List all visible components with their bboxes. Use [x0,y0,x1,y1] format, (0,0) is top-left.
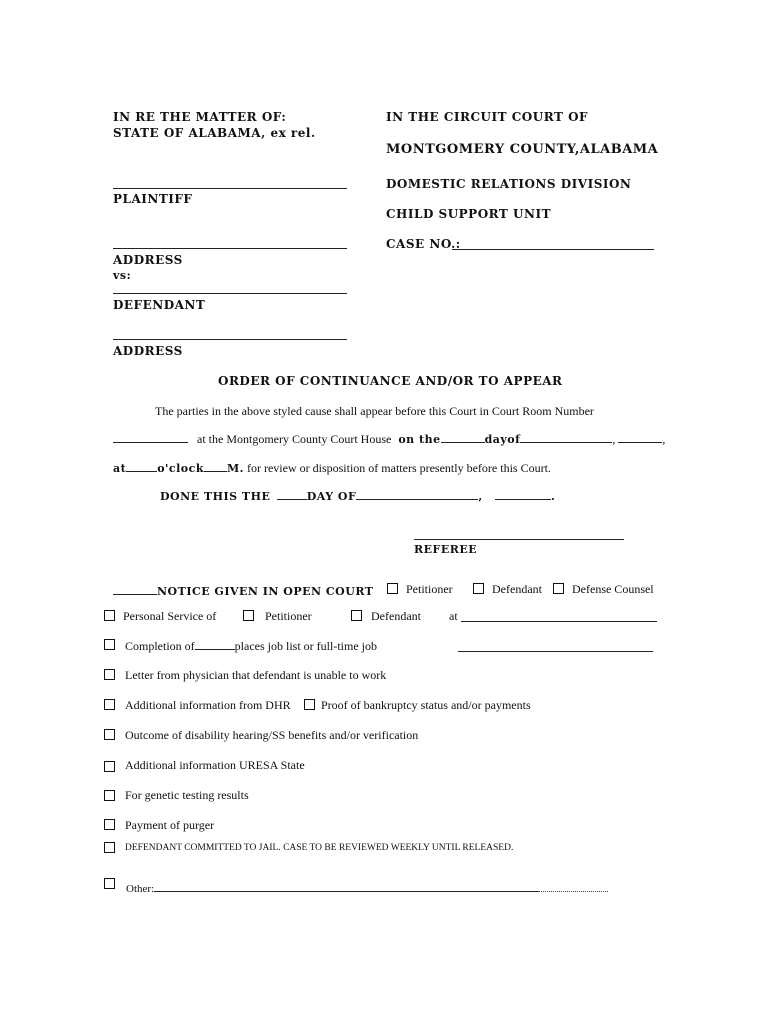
completion-extra-line[interactable] [458,651,653,652]
other-label: Other: [126,883,155,895]
address2-line[interactable] [113,339,347,340]
day-blank[interactable] [441,431,485,443]
plaintiff-line[interactable] [113,188,347,189]
job-count-blank[interactable] [195,638,235,650]
oclock-text: o'clock [157,462,204,475]
service-at-label: at [449,609,458,623]
completion-label: Completion of [125,639,195,653]
case-number-line[interactable] [452,249,654,250]
versus-label: vs: [113,269,132,282]
bankruptcy-checkbox[interactable] [304,699,315,710]
done-this-the-text: DONE THIS THE [160,490,271,503]
bankruptcy-label: Proof of bankruptcy status and/or payments [321,698,531,712]
at-text: at [113,462,127,475]
notice-blank[interactable] [113,583,157,595]
done-year-blank[interactable] [495,488,551,500]
month-blank[interactable] [520,431,612,443]
case-number-label: CASE NO.: [386,237,461,251]
m-text: M. [226,462,244,475]
division-heading: DOMESTIC RELATIONS DIVISION [386,177,632,191]
disability-checkbox[interactable] [104,729,115,740]
order-paragraph-1: The parties in the above styled cause shall appear before this Court in Court Room Number [155,404,594,418]
done-month-blank[interactable] [356,488,478,500]
defendant-label: DEFENDANT [113,298,206,312]
order-paragraph-2 [113,431,665,447]
personal-service-label: Personal Service of [123,609,217,623]
address2-label: ADDRESS [113,344,183,358]
notice-defense-counsel-checkbox[interactable] [553,583,564,594]
address1-line[interactable] [113,248,347,249]
dhr-label: Additional information from DHR [125,698,291,712]
matter-heading: IN RE THE MATTER OF: [113,110,287,124]
genetic-label: For genetic testing results [125,788,249,802]
notice-row [113,583,374,598]
order-title: ORDER OF CONTINUANCE AND/OR TO APPEAR [218,374,563,388]
order-paragraph-3 [113,460,551,476]
other-row [126,880,608,895]
room-number-blank[interactable] [113,431,188,443]
completion-job-label: places job list or full-time job [234,639,377,653]
done-day-blank[interactable] [277,488,307,500]
purger-label: Payment of purger [125,818,215,832]
plaintiff-label: PLAINTIFF [113,192,193,206]
referee-signature-line[interactable] [414,539,624,540]
court-heading: IN THE CIRCUIT COURT OF [386,110,589,124]
county-heading: MONTGOMERY COUNTY,ALABAMA [386,142,659,157]
year-blank[interactable] [618,431,662,443]
letter-checkbox[interactable] [104,669,115,680]
address1-label: ADDRESS [113,253,183,267]
letter-label: Letter from physician that defendant is unable to work [125,668,387,682]
jail-label: DEFENDANT COMMITTED TO JAIL. CASE TO BE REVIEWED WEEKLY UNTIL RELEASED. [125,843,514,853]
disability-label: Outcome of disability hearing/SS benefits and/or verification [125,728,419,742]
referee-label: REFEREE [414,543,478,556]
other-line[interactable] [154,880,538,892]
state-of-alabama: STATE OF ALABAMA, ex rel. [113,126,316,140]
defendant-line[interactable] [113,293,347,294]
genetic-checkbox[interactable] [104,790,115,801]
purger-checkbox[interactable] [104,819,115,830]
am-pm-blank[interactable] [204,460,227,472]
personal-service-checkbox[interactable] [104,610,115,621]
dayof-text: dayof [484,433,521,446]
hour-blank[interactable] [126,460,157,472]
comma: , [612,432,616,446]
notice-defense-counsel-label: Defense Counsel [572,582,654,596]
done-line: DONE THIS THE DAY OF , . [160,490,556,503]
review-text: for review or disposition of matters presently before this Court. [243,461,551,475]
service-defendant-label: Defendant [371,609,421,623]
uresa-checkbox[interactable] [104,761,115,772]
service-defendant-checkbox[interactable] [351,610,362,621]
notice-petitioner-label: Petitioner [406,582,453,596]
other-dotted-line [538,880,608,892]
service-address-line[interactable] [461,621,657,622]
notice-petitioner-checkbox[interactable] [387,583,398,594]
unit-heading: CHILD SUPPORT UNIT [386,207,551,221]
on-the-text: on the [398,433,441,446]
uresa-label: Additional information URESA State [125,758,305,772]
other-checkbox[interactable] [104,878,115,889]
dhr-checkbox[interactable] [104,699,115,710]
notice-label: NOTICE GIVEN IN OPEN COURT [157,585,374,598]
service-petitioner-label: Petitioner [265,609,312,623]
jail-checkbox[interactable] [104,842,115,853]
notice-defendant-checkbox[interactable] [473,583,484,594]
notice-defendant-label: Defendant [492,582,542,596]
day-of-text: DAY OF [306,490,357,503]
completion-checkbox[interactable] [104,639,115,650]
service-petitioner-checkbox[interactable] [243,610,254,621]
comma: , [662,432,666,446]
courthouse-text: at the Montgomery County Court House [197,432,392,446]
completion-row [125,638,377,654]
